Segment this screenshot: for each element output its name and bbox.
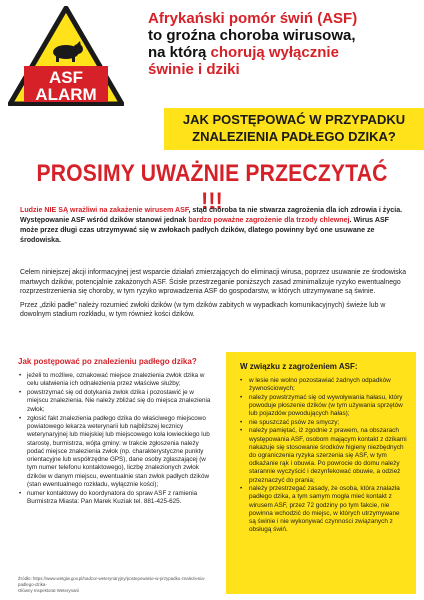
headline-line-1: Afrykański pomór świń (ASF) (148, 10, 358, 27)
headline-line-3 (148, 44, 418, 61)
intro-black-2: . Wirus ASF może przez długi czas utrzymywać się w zwłokach padłych dzików, dlatego powinny być one usuwane ze środowiska. (20, 216, 390, 244)
left-column-title: Jak postępować po znalezieniu padłego dzika? (18, 357, 197, 366)
logo-line-alarm: ALARM (35, 85, 97, 104)
source-line-2: Główny Inspektorat Weterynarii (18, 588, 79, 593)
list-item: • zgłosić fakt znalezienia padłego dzika do właściwego miejscowo powiatowego lekarza weterynarii lub najbliższej lecznicy weterynaryjnej lub miejskiej lub miejscowego koła łowieckiego lub starostę, burmistrza, wójta gminy: w trakcie zgłoszenia należy podać miejsce znalezienia zwłok (np. charakterystyczne punkty orientacyjne lub współrzędne GPS), dane osoby zgłaszającej (w tym numer telefonu kontaktowego), liczbę znalezionych zwłok dzików w danym miejscu, ewentualnie stan zwłok padłych dzików (stan ewentualnego rozkładu, wyłącznie kości); (18, 415, 216, 490)
list-item: • nie spuszczać psów ze smyczy; (240, 419, 408, 427)
headline-line-4: świnie i dziki (148, 61, 240, 78)
source-note (18, 576, 218, 594)
asf-alarm-logo (8, 6, 124, 106)
intro-black-1: , stąd choroba ta nie stwarza zagrożenia dla ich zdrowia i życia. Występowanie ASF wśród dzików stanowi jednak (20, 206, 403, 224)
question-text (172, 111, 416, 145)
question-line-1: JAK POSTĘPOWAĆ W PRZYPADKU (182, 112, 406, 127)
intro-red-2: bardzo poważne zagrożenie dla trzody chlewnej (188, 216, 350, 224)
list-item: • powstrzymać się od dotykania zwłok dzika i pozostawić je w miejscu znalezienia. Nie należy zbliżać się do miejsca znalezienia zwłok; (18, 389, 216, 414)
please-read-banner: PROSIMY UWAŻNIE PRZECZYTAĆ !!! (36, 160, 388, 215)
headline-line-3-red: chorują wyłącznie (210, 44, 339, 61)
info-paragraph: Celem niniejszej akcji informacyjnej jest wsparcie działań zmierzających do eliminacji wirusa, poprzez usuwanie ze środowiska martwych dzików, potencjalnie zakażonych ASF. Ścisłe przestrzeganie poniższych zasad zminimalizuje ryzyko ewentualnego rozprzestrzenienia się choroby, w tym ryzyko wprowadzenia ASF do gospodarstw, w których utrzymywane są świnie. (20, 269, 407, 296)
list-item: • numer kontaktowy do koordynatora do spraw ASF z ramienia Burmistrza Miasta: Pan Marek Kuziak tel. 881-425-625. (18, 490, 216, 507)
headline-line-3-black: na którą (148, 44, 211, 61)
source-line-1: Źródło: https://www.wetgiw.gov.pl/nadzor-weterynaryjny/postepowanie-w-przypadku-znalezienia-padlego-dzika- (18, 576, 206, 587)
intro-paragraph (20, 205, 406, 245)
right-column-list (240, 377, 408, 534)
list-item: • należy pamiętać, iż zgodnie z prawem, na obszarach występowania ASF, osobom mającym kontakt z dzikami nakazuje się stosowanie środków higieny niezbędnych do ograniczenia ryzyka szerzenia się ASF, w tym odkażanie rąk i obuwia. Po powrocie do domu należy starannie wyczyścić i dezynfekować obuwie, a odzież przeznaczyć do prania; (240, 427, 408, 484)
logo-line-asf: ASF (49, 68, 83, 87)
question-band (164, 108, 424, 150)
right-column-title: W związku z zagrożeniem ASF: (240, 362, 358, 371)
question-line-2: ZNALEZIENIA PADŁEGO DZIKA? (192, 129, 396, 144)
headline (148, 10, 418, 78)
left-column (18, 357, 216, 535)
info-paragraph: Przez „dziki padłe” należy rozumieć zwłoki dzików (w tym dzików zabitych w wypadkach komunikacyjnych) świeże lub w dowolnym stadium rozkładu, w tym również kości dzików. (20, 301, 386, 319)
list-item: • należy powstrzymać się od wywoływania hałasu, który powoduje płoszenie dzików (w tym używania sprzętów lub pojazdów powodujących hałas); (240, 394, 408, 419)
headline-line-2: to groźna choroba wirusowa, (148, 27, 356, 44)
list-item: • jeżeli to możliwe, oznakować miejsce znalezienia zwłok dzika w celu ułatwienia ich odnalezienia przez właściwe służby; (18, 372, 216, 389)
info-text (20, 268, 410, 324)
list-item: • należy przestrzegać zasady, że osoba, która znalazła padłego dzika, a tym samym mogła mieć kontakt z wirusem ASF, przez 72 godziny po tym fakcie, nie powinna wchodzić do miejsc, w których utrzymywane są świnie i nie wykonywać czynności związanych z obsługą świń. (240, 485, 408, 534)
right-column (226, 352, 416, 594)
left-column-list (18, 372, 216, 507)
intro-red-1: Ludzie NIE SĄ wrażliwi na zakażenie wirusem ASF (20, 206, 189, 214)
list-item: • w lesie nie wolno pozostawiać żadnych odpadków żywnościowych; (240, 377, 408, 393)
